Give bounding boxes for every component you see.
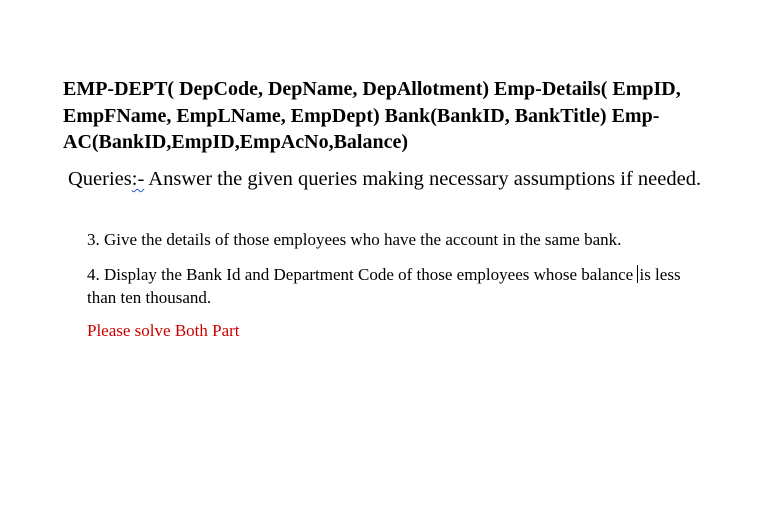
schema-definition: EMP-DEPT( DepCode, DepName, DepAllotment) Emp-Details( EmpID, EmpFName, EmpLName, EmpDept) Bank(BankID, BankTitle) Emp-AC(BankID,EmpID,EmpAcNo,Balance) bbox=[63, 78, 681, 153]
query-item-4-text: 4. Display the Bank Id and Department Code of those employees whose balance bbox=[87, 265, 638, 284]
query-item-4-text-rest: is less than ten thousand. bbox=[87, 265, 681, 307]
query-item-4 bbox=[87, 264, 707, 309]
solve-note: Please solve Both Part bbox=[87, 321, 240, 340]
queries-label: Queries bbox=[68, 168, 132, 190]
queries-instruction bbox=[63, 166, 703, 192]
query-item-3: 3. Give the details of those employees who have the account in the same bank. bbox=[87, 230, 622, 249]
spellcheck-underline: :- bbox=[131, 168, 145, 190]
queries-text: Answer the given queries making necessary assumptions if needed. bbox=[144, 168, 702, 190]
